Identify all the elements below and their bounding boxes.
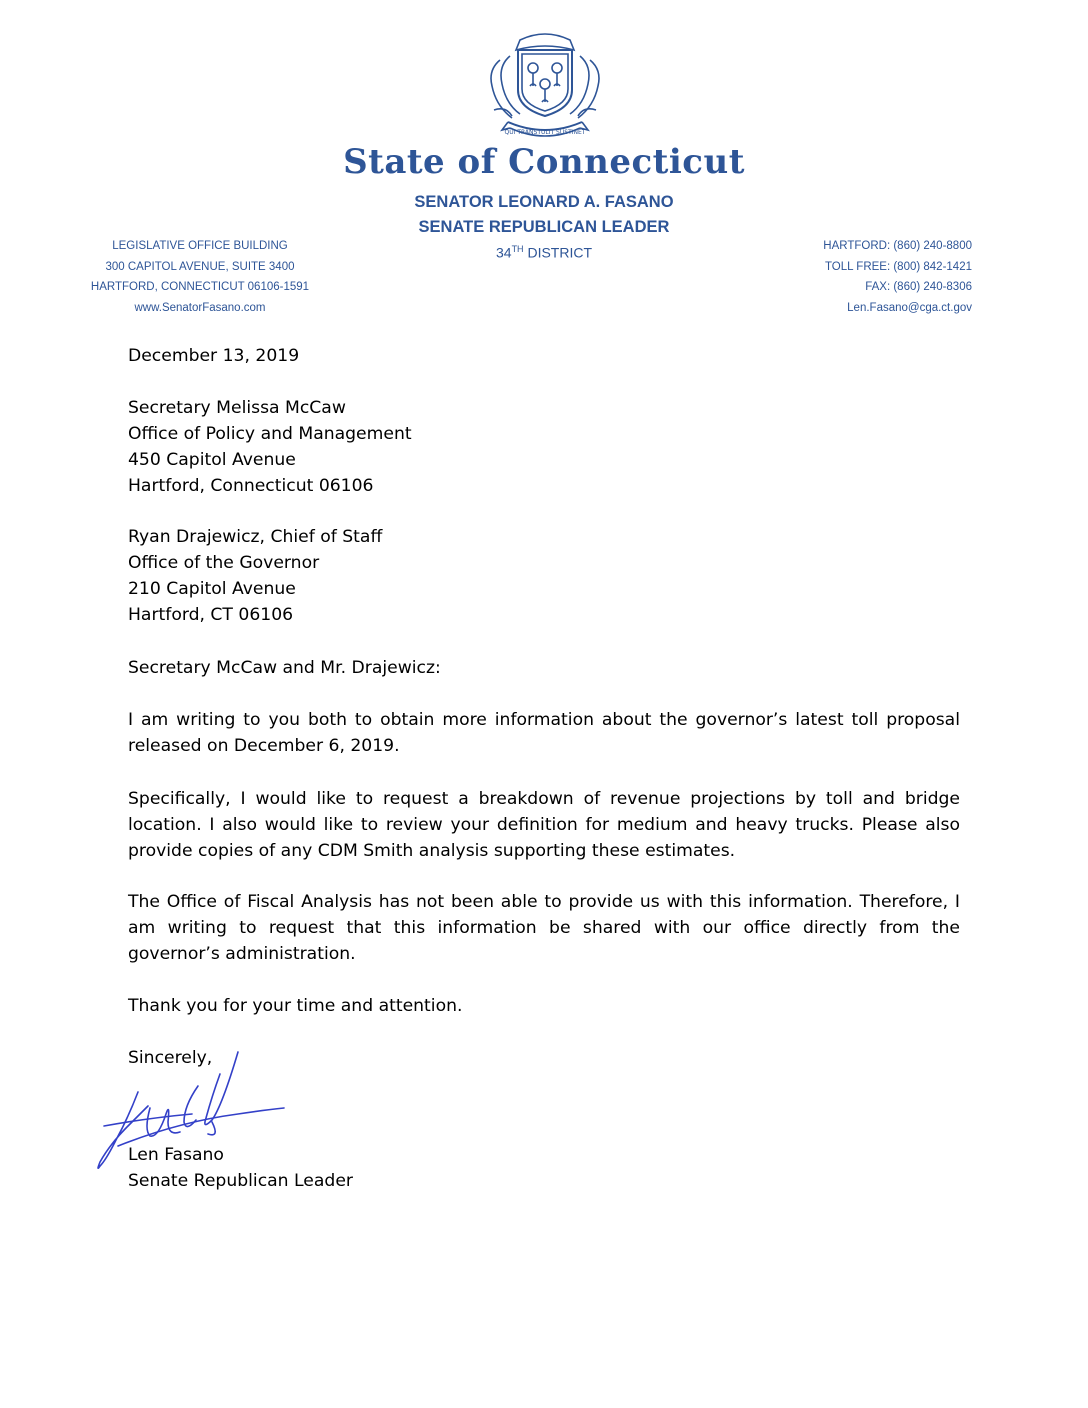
signer-name: Len Fasano [128, 1145, 224, 1165]
recipient-line: 210 Capitol Avenue [128, 579, 296, 599]
closing: Sincerely, [128, 1048, 213, 1068]
recipient-line: Hartford, Connecticut 06106 [128, 476, 374, 496]
recipient-address-2 [128, 524, 960, 628]
connecticut-state-seal [480, 26, 610, 144]
recipient-line: Secretary Melissa McCaw [128, 398, 346, 418]
body-paragraph: The Office of Fiscal Analysis has not been able to provide us with this information. Therefore, I am writing to request that this information be shared with our office directly from the governor’s administration. [128, 892, 960, 964]
phone-hartford: HARTFORD: (860) 240-8800 [823, 240, 972, 252]
email-link[interactable]: Len.Fasano@cga.ct.gov [847, 301, 972, 314]
salutation: Secretary McCaw and Mr. Drajewicz: [128, 658, 441, 678]
contact-info [790, 236, 972, 318]
website-link[interactable]: www.SenatorFasano.com [134, 301, 266, 314]
address-line: HARTFORD, CONNECTICUT 06106-1591 [90, 281, 310, 293]
body-paragraph: I am writing to you both to obtain more information about the governor’s latest toll proposal released on December 6, 2019. [128, 710, 960, 756]
recipient-address-1 [128, 395, 960, 499]
address-line: LEGISLATIVE OFFICE BUILDING [112, 240, 288, 252]
phone-toll-free: TOLL FREE: (800) 842-1421 [824, 260, 972, 273]
body-paragraph: Specifically, I would like to request a breakdown of revenue projections by toll and bridge location. I also would like to review your definition for medium and heavy trucks. Please also provide copies of any CDM Smith analysis supporting these estimates. [128, 789, 960, 861]
recipient-line: Hartford, CT 06106 [128, 605, 294, 625]
address-line: 300 CAPITOL AVENUE, SUITE 3400 [105, 260, 295, 273]
recipient-line: Ryan Drajewicz, Chief of Staff [128, 527, 383, 547]
state-title: State of Connecticut [343, 142, 745, 182]
svg-text:QUI TRANSTULIT SUSTINET: QUI TRANSTULIT SUSTINET [504, 129, 586, 136]
recipient-line: Office of Policy and Management [128, 424, 412, 444]
recipient-line: 450 Capitol Avenue [128, 450, 296, 470]
fax-number: FAX: (860) 240-8306 [865, 281, 972, 293]
recipient-line: Office of the Governor [128, 553, 320, 573]
office-address [84, 236, 316, 318]
letter-date: December 13, 2019 [128, 346, 300, 366]
district-label: 34TH DISTRICT [495, 244, 593, 261]
senator-role: SENATE REPUBLICAN LEADER [418, 218, 670, 236]
thank-you-line: Thank you for your time and attention. [128, 996, 463, 1016]
signer-title: Senate Republican Leader [128, 1171, 353, 1191]
senator-name: SENATOR LEONARD A. FASANO [414, 193, 674, 211]
